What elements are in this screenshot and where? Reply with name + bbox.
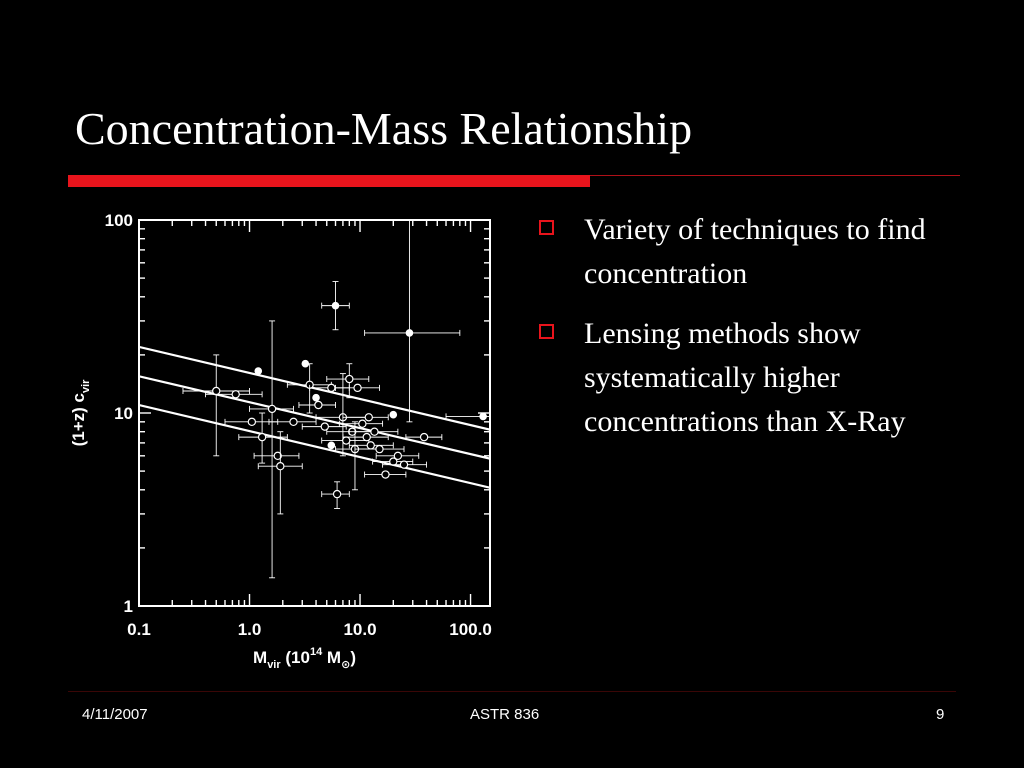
open-data-point (333, 491, 340, 498)
x-axis-label: $M_{vir}$ ($10^{14}$ $M_⊙$) (253, 646, 356, 671)
bullet-list (536, 208, 956, 460)
filled-data-point (390, 411, 397, 418)
open-data-point (328, 384, 335, 391)
x-tick-label: 100.0 (449, 620, 492, 639)
filled-data-point (332, 302, 339, 309)
open-data-point (277, 463, 284, 470)
y-tick-label: 100 (104, 211, 133, 230)
open-data-point (376, 446, 383, 453)
x-tick-label: 0.1 (127, 620, 151, 639)
open-data-point (315, 401, 322, 408)
y-tick-label: 1 (123, 597, 133, 616)
x-tick-label: 10.0 (343, 620, 377, 639)
open-data-point (367, 442, 374, 449)
open-data-point (359, 420, 366, 427)
open-data-point (346, 375, 353, 382)
filled-data-point (255, 368, 262, 375)
concentration-mass-chart (62, 205, 502, 675)
filled-data-point (328, 442, 335, 449)
open-data-point (371, 428, 378, 435)
slide-title: Concentration-Mass Relationship (75, 103, 693, 154)
y-tick-label: 10 (114, 404, 133, 423)
open-data-point (382, 471, 389, 478)
hollow-square-icon (539, 324, 554, 339)
open-data-point (268, 405, 275, 412)
filled-data-point (480, 413, 487, 420)
title-underline-thick (68, 175, 590, 187)
bullet-text: Variety of techniques to find concentration (584, 213, 926, 290)
x-tick-label: 1.0 (237, 620, 262, 639)
y-axis-label: (1+z) $c_{vir}$ (69, 379, 92, 447)
bullet-text: Lensing methods show systematically higher concentrations than X-Ray (584, 317, 906, 438)
open-data-point (248, 418, 255, 425)
filled-data-point (313, 394, 320, 401)
footer-page-number: 9 (936, 706, 945, 723)
footer-date: 4/11/2007 (82, 706, 148, 723)
filled-data-point (302, 360, 309, 367)
open-data-point (343, 437, 350, 444)
open-data-point (232, 391, 239, 398)
open-data-point (421, 434, 428, 441)
open-data-point (290, 418, 297, 425)
open-data-point (213, 387, 220, 394)
open-data-point (363, 434, 370, 441)
footer-course: ASTR 836 (470, 706, 540, 723)
bullet-item (536, 208, 956, 296)
bullet-item (536, 312, 956, 444)
open-data-point (400, 461, 407, 468)
open-data-point (394, 452, 401, 459)
open-data-point (321, 423, 328, 430)
filled-data-point (406, 330, 413, 337)
open-data-point (365, 414, 372, 421)
open-data-point (259, 434, 266, 441)
hollow-square-icon (539, 220, 554, 235)
open-data-point (354, 384, 361, 391)
